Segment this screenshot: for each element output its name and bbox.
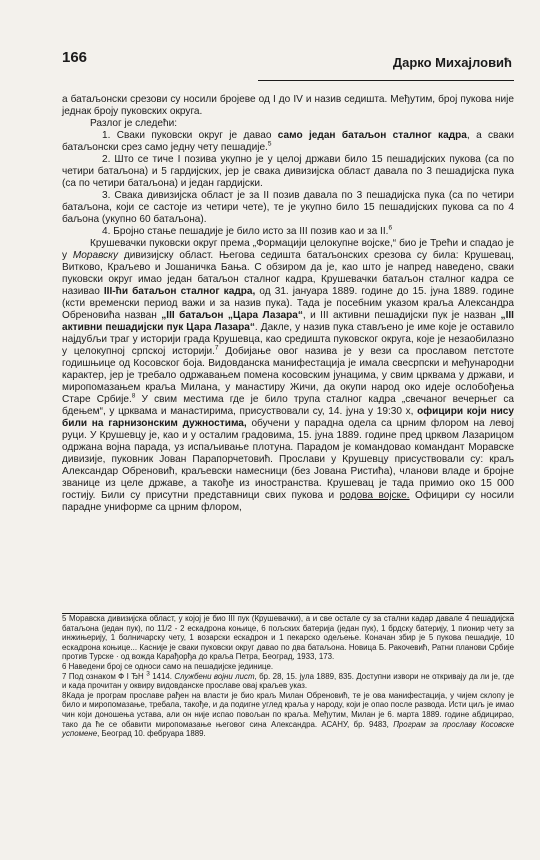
- paragraph-text: 3. Свака дивизијска област је за II позив давала по 3 пешадијска пука (са по четири батаљона, који се састоје из четири чете), те је укупно било 15 пешадијских пукова са по 4 баљона (укупно 60 батаљона).: [62, 190, 514, 225]
- paragraph-text: Официри су носили парадне униформе са црним флором,: [62, 490, 514, 513]
- paragraph-text: а батаљонски срезови су носили бројеве од I до IV и назив седишта. Међутим, број пукова није једнак броју пуковских округа.: [62, 94, 514, 117]
- bold-phrase: III-ћи батаљон сталног кадра,: [103, 286, 256, 297]
- paragraph-text: 2. Што се тиче I позива укупно је у целој држави било 15 пешадијских пукова (са по четири батаљона) и 5 гардијских, јер је свака дивизијска област давала по 3 пешадијска пука (са по четири батаљона) и један гардијски.: [62, 154, 514, 189]
- footnote-text: , бр. 28, 15. јула 1889, 835. Доступни извори не откривају да ли је, где и када прочитан у оквиру видовданске прославе овај краљев указ.: [62, 671, 514, 691]
- paragraph-text: обучени у парадна одела са црним флором на левој руци. У Крушевцу је, као и у осталим градовима, 15. јуна 1889. године пред црквом Лазарицом одржана војна парада, уз испаљивање плотуна. Парадом је командовао командант Моравске дивизије, пуковник Јован Парапорчетовић. Прослави у Крушевцу присуствовали су: краљ Александар Обреновић, краљевски намесници (без Јована Ристића), чланови владе и бројне званице из целе државе, а такође из иностранства. Крушевац је тада примио око 15 000 гостију. Били су присутни представници свих пукова и: [62, 418, 514, 501]
- footnote-5: 5 Моравска дивизијска област, у којој је био III пук (Крушевачки), а и све остале су за стални кадар давале 4 пешадијска батаљона (један пук), по 11/2 - 2 ескадрона коњице, 6 пољских батерија (један пук), 1 брдску батерију, 1 пионир чету за инжињерију, 1 болничарску чету, 1 возарски ескадрон и 1 пекарско одељење. Коначан збир је 5 пукова пешадије, 10 ескадрона коњице... Касније је сваки пуковски округ давао по два батаљона. Новица Б. Ракочевић, Ратни планови Србије против Турске · од вожда Карађорђа до краља Петра, Београд, 1933, 173.: [62, 614, 514, 662]
- paragraph-text: Разлог је следећи:: [90, 118, 178, 129]
- italic-title: Службени војни лист: [174, 671, 255, 681]
- footnote-7: [62, 669, 514, 691]
- footnote-superscript: 3: [146, 669, 150, 677]
- running-head-author: Дарко Михајловић: [392, 55, 512, 70]
- bold-phrase: „III активни пешадијски пук Цара Лазара“: [62, 310, 514, 333]
- footnote-ref: 6: [388, 224, 393, 232]
- bold-phrase: официри који нису били на гарнизонским дужностима,: [62, 406, 515, 429]
- paragraph-text: . Дакле, у назив пука стављено је име које је оставило најдубљи траг у историји града Крушевца, као средишта пуковског округа, које је незаобилазно у целокупној српској историји.: [62, 322, 514, 357]
- footnotes: [62, 614, 514, 739]
- footnote-8: [62, 691, 514, 739]
- italic-title: Програм за прославу Косовске успомене: [62, 719, 515, 739]
- underlined-phrase: родова војске.: [339, 490, 410, 501]
- footnote-text: 8Када је програм прославе рађен на власти је био краљ Милан Обреновић, те је ова манифестација, у чијем склопу је било и миропомазање, требала, такође, и да подигне углед краља у народу, који је опао после развода. Исти циљ је имао чин који доношења устава, али он није испао повољан по краља. Међутим, Милан је 6. марта 1889. године абдицирао, тако да ће се обавити миропомазање његовог сина Александра. АСАНУ, бр. 9483,: [62, 690, 514, 729]
- paragraph-text: 1. Сваки пуковски округ је давао: [102, 130, 278, 141]
- bold-phrase: „III батаљон „Цара Лазара“: [161, 310, 303, 321]
- italic-phrase: Моравску: [72, 250, 119, 261]
- paragraph-text: У свим местима где је било трупа сталног кадра „свечаног вечерњег са бдењем“, у црквама и манастирима, присуствовали су, 14. јуна у 19:30 х,: [62, 394, 514, 417]
- footnote-6: 6 Наведени број се односи само на пешадијске јединице.: [62, 661, 274, 671]
- paragraph-text: дивизијску област. Његова седишта батаљонских срезова су била: Крушевац, Витково, Краљево и Јошаничка Бања. С обзиром да је, као што је напред наведено, сваки пуковски округ имао један батаљон сталног кадра, Крушевачки батаљон сталног кадра се називао: [62, 250, 514, 297]
- footnote-ref: 5: [267, 140, 272, 148]
- paragraph: [62, 238, 514, 514]
- paragraph-text: 4. Бројно стање пешадије је било исто за III позив као и за II.: [102, 226, 389, 237]
- paragraph: [62, 154, 514, 190]
- footnote-ref: 7: [214, 344, 219, 352]
- paragraph-text: Крушевачки пуковски округ према „Формацији целокупне војске,“ био је Трећи и спадао је у: [62, 238, 514, 261]
- body-text: [62, 94, 514, 514]
- paragraph: [62, 118, 514, 130]
- footnote-text: 1414.: [149, 671, 175, 681]
- paragraph-text: од 31. јануара 1889. године до 15. јуна 1889. године (ксти временски период важи и за назив пука). Тада је посебним указом краља Александра Обреновића назван: [62, 286, 514, 321]
- paragraph-text: , а сваки батаљонски срез само једну чету пешадије.: [62, 130, 514, 153]
- bold-phrase: само један батаљон сталног кадра: [277, 130, 467, 141]
- footnote-ref: 8: [131, 392, 136, 400]
- paragraph: [62, 94, 514, 118]
- page-number: 166: [62, 49, 88, 66]
- paragraph: [62, 226, 514, 238]
- footnote-text: 7 Под ознаком Ф I ЂН: [62, 671, 147, 681]
- paragraph: [62, 130, 514, 154]
- paragraph: [62, 190, 514, 226]
- header-rule: [258, 80, 514, 81]
- footnote-text: , Београд 10. фебруара 1889.: [97, 729, 206, 739]
- paragraph-text: , и III активни пешадијски пук је назван: [302, 310, 501, 321]
- paragraph-text: Добијање овог назива је у вези са прославом петстоте годишњице од Косовског боја. Видовданска манифестација је имала свесрпски и међународни карактер, јер је требало одржавањем помена косовским јунацима, у свим црквама у држави, и миропомазањем краља Милана, у манастиру Жичи, да окупи народ око идеје ослобођења Старе Србије.: [62, 346, 514, 405]
